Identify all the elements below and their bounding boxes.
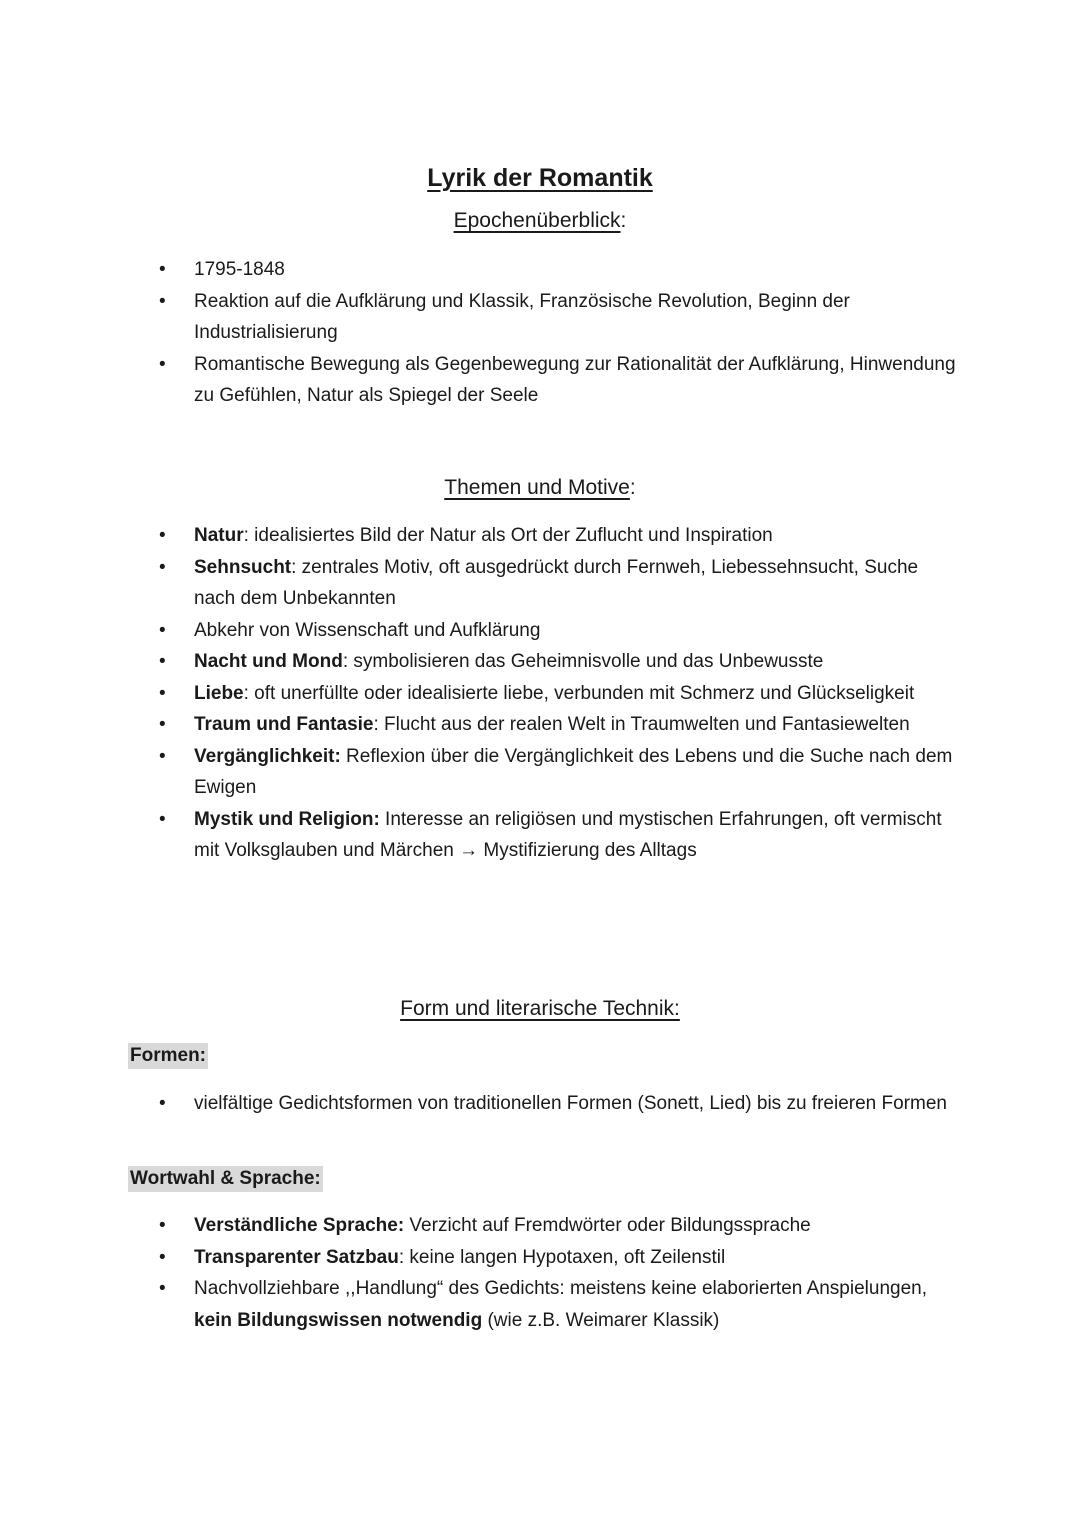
list-item: • Romantische Bewegung als Gegenbewegung zur Rationalität der Aufklärung, Hinwendung zu Gefühlen, Natur als Spiegel der Seele <box>128 349 958 412</box>
bullet-icon: • <box>159 651 166 672</box>
list-item: • Natur: idealisiertes Bild der Natur als Ort der Zuflucht und Inspiration <box>128 520 958 552</box>
bullet-icon: • <box>159 525 166 546</box>
bullet-icon: • <box>159 1278 166 1299</box>
epochen-list <box>128 254 958 412</box>
list-item: • Nachvollziehbare ,,Handlung“ des Gedichts: meistens keine elaborierten Anspielungen, kein Bildungswissen notwendig (wie z.B. Weimarer Klassik) <box>128 1273 958 1336</box>
bullet-icon: • <box>159 682 166 704</box>
themen-list <box>128 520 958 867</box>
list-item: • Verständliche Sprache: Verzicht auf Fremdwörter oder Bildungssprache <box>128 1210 958 1242</box>
bullet-icon: • <box>159 1246 166 1268</box>
page-title: Lyrik der Romantik <box>427 164 653 192</box>
formen-list <box>128 1088 958 1120</box>
list-item: • Traum und Fantasie: Flucht aus der realen Welt in Traumwelten und Fantasiewelten <box>128 709 958 741</box>
bullet-icon: • <box>159 556 166 578</box>
section-label-formen: Formen: <box>128 1043 208 1069</box>
wortwahl-list <box>128 1210 958 1336</box>
list-item: • Mystik und Religion: Interesse an religiösen und mystischen Erfahrungen, oft vermischt mit Volksglauben und Märchen → Mystifizierung des Alltags <box>128 804 958 867</box>
list-item: • vielfältige Gedichtsformen von traditionellen Formen (Sonett, Lied) bis zu freieren Formen <box>128 1088 958 1120</box>
list-item: • Reaktion auf die Aufklärung und Klassik, Französische Revolution, Beginn der Industrialisierung <box>128 286 958 349</box>
heading-themen-und-motive: Themen und Motive: <box>444 476 636 499</box>
bullet-icon: • <box>159 745 166 767</box>
list-item: • Vergänglichkeit: Reflexion über die Vergänglichkeit des Lebens und die Suche nach dem Ewigen <box>128 741 958 804</box>
bullet-icon: • <box>159 353 166 375</box>
list-item: • 1795-1848 <box>128 254 958 286</box>
list-item: • Liebe: oft unerfüllte oder idealisierte liebe, verbunden mit Schmerz und Glückseligkeit <box>128 678 958 710</box>
list-item: • Nacht und Mond: symbolisieren das Geheimnisvolle und das Unbewusste <box>128 646 958 678</box>
bullet-icon: • <box>159 1215 166 1236</box>
list-item: • Sehnsucht: zentrales Motiv, oft ausgedrückt durch Fernweh, Liebessehnsucht, Suche nach dem Unbekannten <box>128 552 958 615</box>
list-item: • Abkehr von Wissenschaft und Aufklärung <box>128 615 958 647</box>
bullet-icon: • <box>159 619 166 641</box>
list-item: • Transparenter Satzbau: keine langen Hypotaxen, oft Zeilenstil <box>128 1242 958 1274</box>
section-label-wortwahl: Wortwahl & Sprache: <box>128 1166 323 1192</box>
heading-form-text: Form und literarische Technik: <box>400 997 680 1020</box>
heading-form-und-technik <box>0 994 1080 1024</box>
heading-epochenueberblick: Epochenüberblick: <box>453 209 627 232</box>
bullet-icon: • <box>159 808 166 830</box>
bullet-icon: • <box>159 290 166 312</box>
bullet-icon: • <box>159 714 166 735</box>
heading-epochenueberblick-text: Epochenüberblick <box>453 209 621 232</box>
heading-themen-text: Themen und Motive <box>444 476 630 499</box>
bullet-icon: • <box>159 259 166 280</box>
bullet-icon: • <box>159 1093 166 1114</box>
